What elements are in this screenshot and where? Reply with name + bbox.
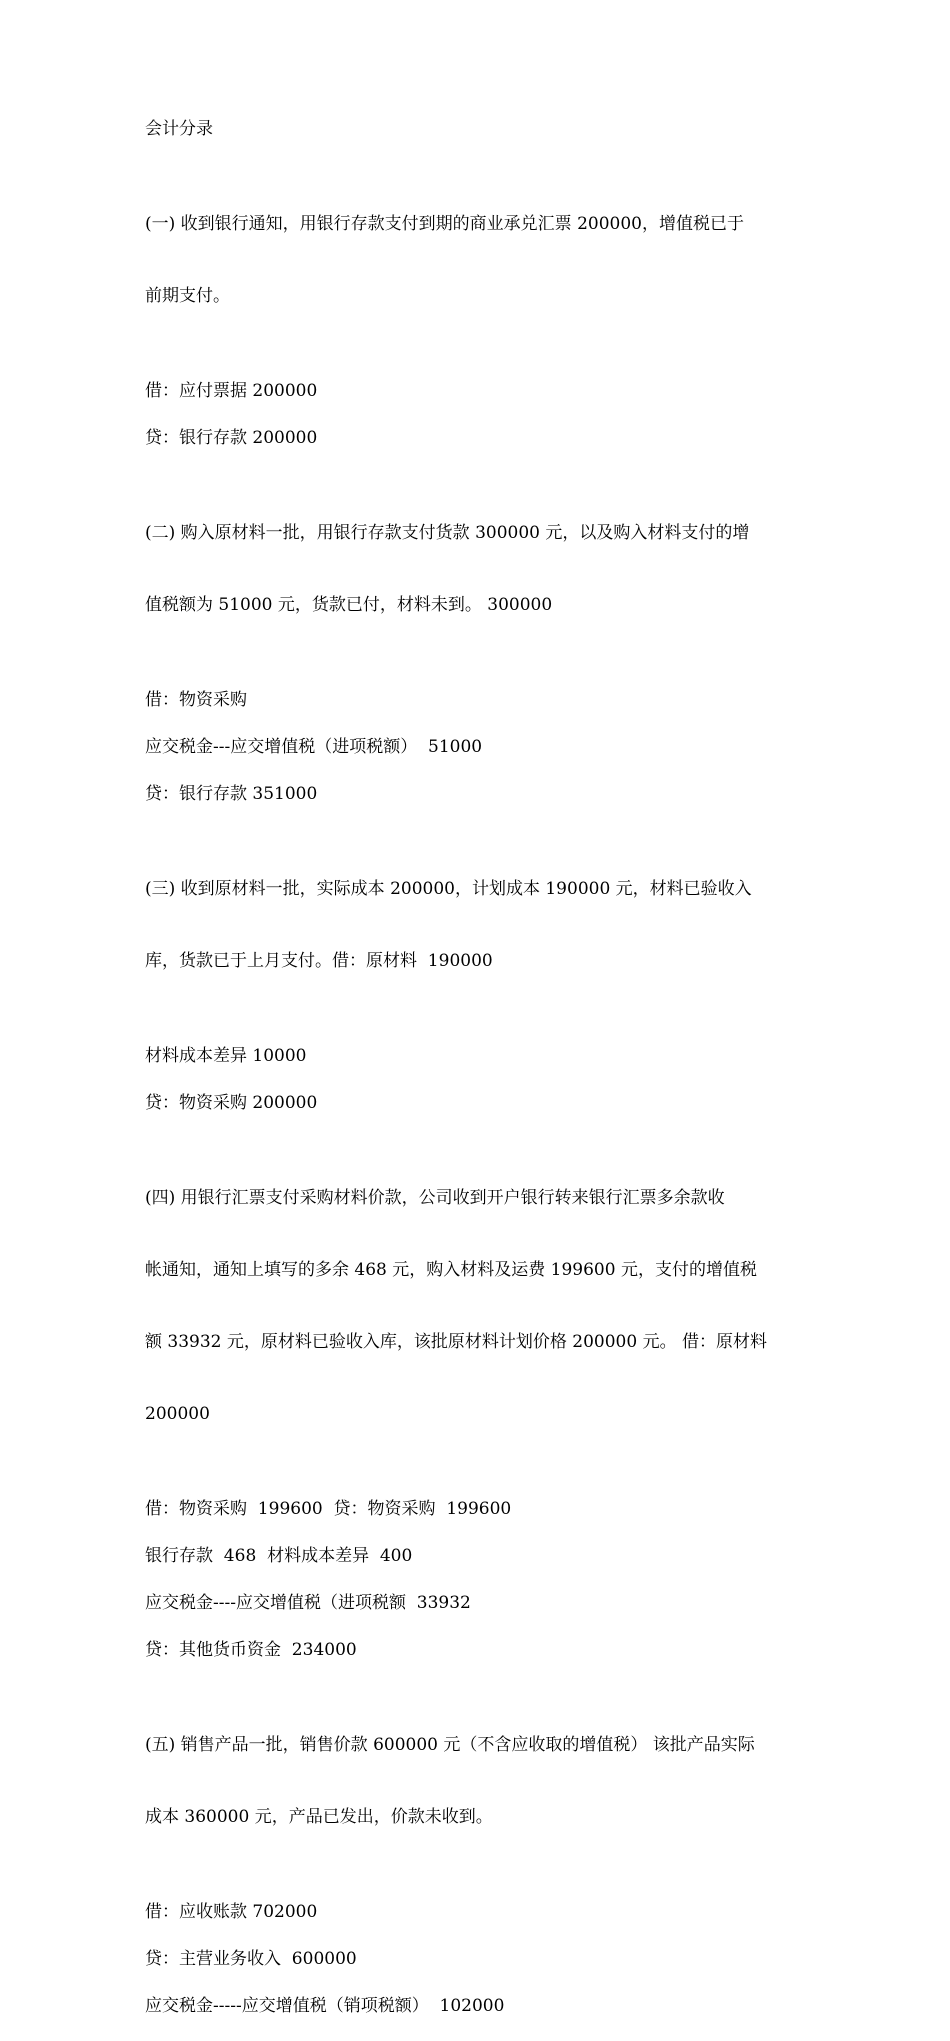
entry-2-tax [145, 735, 815, 759]
entry-5-credit [145, 1947, 815, 1971]
text-line: (三) 收到原材料一批，实际成本 200000，计划成本 190000 元，材料已验收入 [145, 879, 752, 899]
text-line: 值税额为 51000 元，货款已付，材料未到。 300000 [145, 595, 553, 615]
text-line: 额 33932 元，原材料已验收入库，该批原材料计划价格 200000 元。 借：原材料 [145, 1332, 767, 1352]
text-line: 贷：银行存款 200000 [145, 428, 318, 448]
text-line: (一) 收到银行通知，用银行存款支付到期的商业承兑汇票 200000，增值税已于 [145, 214, 744, 234]
text-line: 借：物资采购 [145, 690, 247, 710]
text-line: 贷：物资采购 200000 [145, 1093, 318, 1113]
entry-5-description [145, 1685, 815, 1877]
entry-4-description [145, 1138, 815, 1474]
document-title [145, 117, 815, 141]
document-page [145, 117, 815, 2041]
text-line: (二) 购入原材料一批，用银行存款支付货款 300000 元，以及购入材料支付的增 [145, 523, 750, 543]
entry-4-tax [145, 1591, 815, 1615]
entry-1-description [145, 164, 815, 356]
entry-3-credit [145, 1091, 815, 1115]
entry-3-description [145, 829, 815, 1021]
text-line: 贷：其他货币资金 234000 [145, 1640, 357, 1660]
text-line: 200000 [145, 1404, 210, 1424]
entry-1-credit [145, 426, 815, 450]
entry-2-description [145, 473, 815, 665]
entry-5-debit [145, 1900, 815, 1924]
entry-1-debit [145, 379, 815, 403]
text-line: 会计分录 [145, 119, 213, 139]
entry-4-credit [145, 1638, 815, 1662]
text-line: 帐通知，通知上填写的多余 468 元，购入材料及运费 199600 元，支付的增值税 [145, 1260, 757, 1280]
text-line: (五) 销售产品一批，销售价款 600000 元（不含应收取的增值税） 该批产品实际 [145, 1735, 755, 1755]
entry-3-variance [145, 1044, 815, 1068]
text-line: 贷：主营业务收入 600000 [145, 1949, 357, 1969]
text-line: 借：应付票据 200000 [145, 381, 318, 401]
entry-4-line-2 [145, 1544, 815, 1568]
text-line: (四) 用银行汇票支付采购材料价款，公司收到开户银行转来银行汇票多余款收 [145, 1188, 725, 1208]
entry-2-credit [145, 782, 815, 806]
text-line: 借：应收账款 702000 [145, 1902, 318, 1922]
entry-4-line-1 [145, 1497, 815, 1521]
text-line: 贷：银行存款 351000 [145, 784, 318, 804]
text-line: 库，货款已于上月支付。借：原材料 190000 [145, 951, 493, 971]
text-line: 应交税金---应交增值税（进项税额） 51000 [145, 737, 483, 757]
entry-2-debit [145, 688, 815, 712]
text-line: 银行存款 468 材料成本差异 400 [145, 1546, 413, 1566]
text-line: 成本 360000 元，产品已发出，价款未收到。 [145, 1807, 493, 1827]
entry-5-tax [145, 1994, 815, 2018]
text-line: 应交税金----应交增值税（进项税额 33932 [145, 1593, 471, 1613]
text-line: 材料成本差异 10000 [145, 1046, 307, 1066]
text-line: 应交税金-----应交增值税（销项税额） 102000 [145, 1996, 505, 2016]
text-line: 借：物资采购 199600 贷：物资采购 199600 [145, 1499, 512, 1519]
text-line: 前期支付。 [145, 286, 230, 306]
